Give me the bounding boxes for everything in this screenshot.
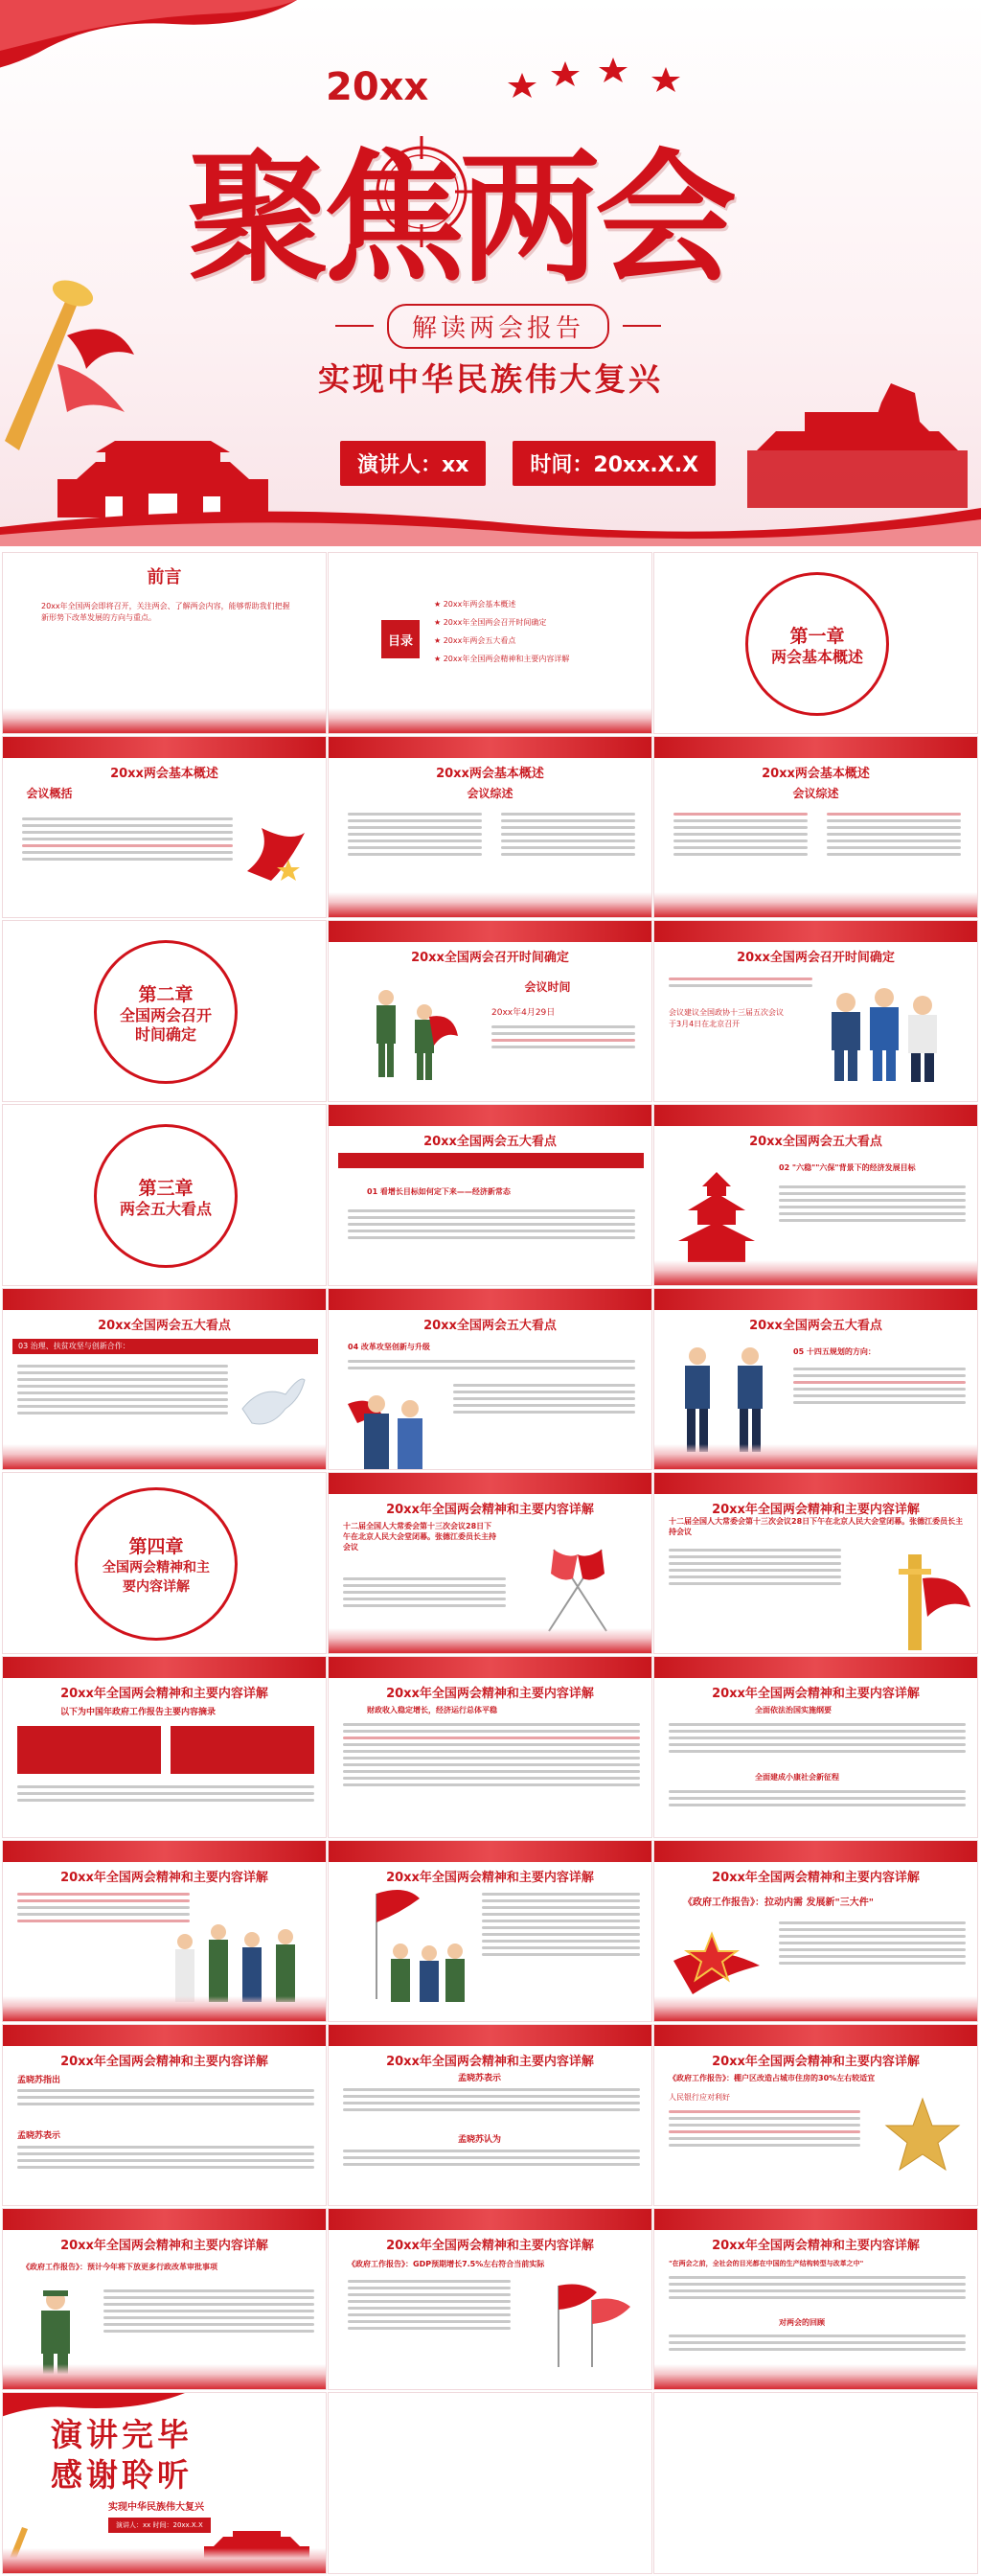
- chapter-ring: [75, 1487, 238, 1641]
- slide-detail-1[interactable]: [328, 1472, 652, 1654]
- slide-detail-2[interactable]: [653, 1472, 978, 1654]
- slide-highlights-1[interactable]: [328, 1104, 652, 1286]
- slide-time-1[interactable]: [328, 920, 652, 1102]
- slide-body: [17, 1889, 190, 1926]
- ribbon: [3, 1444, 326, 1469]
- slide-empty: [653, 2392, 978, 2574]
- banner: [654, 2209, 977, 2230]
- highlight-heading: 《政府工作报告》：棚户区改造占城市住房的30%左右较适宜: [669, 2074, 876, 2082]
- slide-title: 20xx两会基本概述: [762, 767, 870, 781]
- chapter-title: 两会五大看点: [119, 1199, 212, 1218]
- flag-star-icon: [242, 823, 309, 890]
- banner: [329, 1473, 651, 1494]
- ribbon: [3, 1996, 326, 2021]
- highlight-heading-2: 孟晓苏表示: [17, 2131, 61, 2141]
- stars-icon: [508, 58, 699, 105]
- cover-slide: [0, 0, 981, 546]
- slide-body: [793, 1364, 966, 1408]
- banner: [329, 1105, 651, 1126]
- slide-subtitle: 会议时间: [524, 980, 571, 994]
- slide-detail-5[interactable]: [653, 1656, 978, 1838]
- banner: [3, 2025, 326, 2046]
- slide-overview-3[interactable]: [653, 736, 978, 918]
- slide-title: 20xx年全国两会精神和主要内容详解: [60, 2239, 268, 2253]
- banner: [3, 2209, 326, 2230]
- slide-title: 20xx年全国两会精神和主要内容详解: [712, 1503, 920, 1517]
- slide-subtitle: 会议综述: [792, 787, 839, 800]
- ribbon: [654, 1996, 977, 2021]
- slide-overview-1[interactable]: [2, 736, 327, 918]
- slide-body: [501, 809, 635, 860]
- slide-title: 20xx年全国两会精神和主要内容详解: [386, 1503, 594, 1517]
- slide-body: [17, 2085, 314, 2109]
- slide-body: [343, 2084, 640, 2115]
- chapter-ring: [94, 940, 238, 1084]
- slide-body: [348, 809, 482, 860]
- chapter-title: 两会基本概述: [770, 647, 863, 666]
- toc-item[interactable]: ★ 20xx年两会五大看点: [434, 636, 516, 645]
- dove-icon: [233, 1366, 309, 1442]
- banner: [329, 1289, 651, 1310]
- slide-time-2[interactable]: [653, 920, 978, 1102]
- chapter-ring: [94, 1124, 238, 1268]
- highlight-heading-2: 全面建成小康社会新征程: [755, 1773, 839, 1782]
- cover-subtitle-group: [335, 307, 661, 345]
- red-wave: [0, 498, 981, 546]
- banner: [329, 2209, 651, 2230]
- chapter-number: 第三章: [138, 1177, 194, 1199]
- red-card: [171, 1726, 314, 1774]
- ribbon: [329, 892, 651, 917]
- toc-item[interactable]: ★ 20xx年全国两会召开时间确定: [434, 618, 547, 627]
- banner: [329, 737, 651, 758]
- slide-detail-8[interactable]: [653, 1840, 978, 2022]
- slide-title: 20xx年全国两会精神和主要内容详解: [386, 2239, 594, 2253]
- highlight-heading: 02 "六稳""六保"背景下的经济发展目标: [779, 1163, 916, 1172]
- guards-icon: [669, 1342, 784, 1457]
- slide-body: [17, 1361, 228, 1418]
- temple-icon: [673, 1172, 760, 1268]
- chapter-number: 第二章: [138, 983, 194, 1005]
- chapter-ring: [745, 572, 889, 716]
- cover-year: 20xx: [326, 65, 429, 109]
- banner: [654, 1841, 977, 1862]
- banner: [3, 1657, 326, 1678]
- slide-subtitle: 会议综述: [467, 787, 513, 800]
- slide-highlights-3[interactable]: [2, 1288, 327, 1470]
- slide-toc[interactable]: [328, 552, 652, 734]
- banner: [654, 1473, 977, 1494]
- flags-icon: [539, 2281, 635, 2367]
- monument-icon: [747, 383, 977, 508]
- highlight-heading: 《政府工作报告》：预计今年将下放更多行政改革审批事项: [22, 2263, 217, 2271]
- slide-body: [669, 1719, 966, 1757]
- slide-chapter-2[interactable]: [2, 920, 327, 1102]
- slide-detail-6[interactable]: [2, 1840, 327, 2022]
- crossed-flags-icon: [530, 1540, 626, 1636]
- divider: [335, 325, 374, 327]
- slide-title: 20xx年全国两会精神和主要内容详解: [712, 1687, 920, 1701]
- slide-body: [669, 2106, 860, 2150]
- slide-body: [827, 809, 961, 860]
- highlight-heading: 全面依法治国实施纲要: [755, 1706, 832, 1714]
- banner: [654, 921, 977, 942]
- ribbon: [654, 892, 977, 917]
- ribbon: [654, 1260, 977, 1285]
- slide-title: 前言: [147, 567, 182, 587]
- cover-info-row: [340, 441, 716, 486]
- slide-title: 20xx全国两会五大看点: [98, 1319, 231, 1333]
- slide-detail-11[interactable]: [653, 2024, 978, 2206]
- speaker-box: 演讲人：xx: [340, 441, 486, 486]
- chapter-title-line2: 时间确定: [134, 1024, 196, 1044]
- slide-body: [453, 1380, 635, 1417]
- slide-body: [779, 1182, 966, 1226]
- closing-line-1: 演讲完毕: [51, 2416, 193, 2453]
- slide-chapter-3[interactable]: [2, 1104, 327, 1286]
- flag-soldiers-icon: [348, 1884, 472, 2009]
- highlight-heading-2: 人民银行应对利好: [669, 2093, 730, 2102]
- closing-line-2: 感谢聆听: [51, 2456, 193, 2494]
- toc-badge: 目录: [381, 620, 420, 658]
- ribbon: [654, 2364, 977, 2389]
- slide-body: [669, 2272, 966, 2303]
- slide-title: 20xx年全国两会精神和主要内容详解: [60, 1687, 268, 1701]
- slide-subtitle: 会议概括: [26, 787, 73, 800]
- slide-detail-3[interactable]: [2, 1656, 327, 1838]
- slide-body: [348, 2276, 511, 2334]
- slide-title: 20xx两会基本概述: [110, 767, 218, 781]
- chapter-number: 第一章: [789, 625, 845, 647]
- highlight-heading: 《政府工作报告》：GDP预期增长7.5%左右符合当前实际: [348, 2260, 545, 2268]
- cover-title: 聚焦两会: [187, 134, 731, 301]
- chapter-title: 全国两会召开: [119, 1005, 212, 1024]
- slide-title: 20xx年全国两会精神和主要内容详解: [60, 1871, 268, 1885]
- slide-title: 20xx年全国两会精神和主要内容详解: [386, 1871, 594, 1885]
- slide-body: [343, 1574, 506, 1611]
- highlight-heading: 十二届全国人大常委会第十三次会议28日下午在北京人民大会堂闭幕。张德江委员长主持会议: [669, 1517, 964, 1536]
- meeting-date: 20xx年4月29日: [491, 1008, 556, 1018]
- slide-title: 20xx年全国两会精神和主要内容详解: [712, 2239, 920, 2253]
- toc-item[interactable]: ★ 20xx年两会基本概述: [434, 600, 516, 609]
- slide-body: [779, 1918, 966, 1968]
- slide-title: 20xx全国两会五大看点: [423, 1135, 557, 1149]
- slide-closing[interactable]: [2, 2392, 327, 2574]
- slide-title: 20xx全国两会召开时间确定: [411, 951, 569, 965]
- slide-title: 20xx全国两会召开时间确定: [737, 951, 895, 965]
- slide-body: [17, 2142, 314, 2173]
- slide-detail-7[interactable]: [328, 1840, 652, 2022]
- meeting-note: 会议建议全国政协十三届五次会议于3月4日在北京召开: [669, 1008, 784, 1028]
- banner: [329, 1657, 651, 1678]
- slide-empty: [328, 2392, 652, 2574]
- slide-body: [669, 1545, 841, 1589]
- slide-detail-14[interactable]: [653, 2208, 978, 2390]
- time-box: 时间：20xx.X.X: [513, 441, 716, 486]
- slide-chapter-1[interactable]: [653, 552, 978, 734]
- banner: [654, 1657, 977, 1678]
- highlight-heading: 以下为中国年政府工作报告主要内容摘录: [60, 1708, 217, 1717]
- slide-detail-9[interactable]: [2, 2024, 327, 2206]
- slide-body: [17, 1782, 314, 1806]
- closing-tagline: 实现中华民族伟大复兴: [108, 2502, 204, 2513]
- slide-body: [673, 809, 808, 860]
- slide-title: 20xx两会基本概述: [436, 767, 544, 781]
- banner: [654, 1105, 977, 1126]
- soldiers-icon: [166, 1913, 319, 2009]
- slide-title: 20xx年全国两会精神和主要内容详解: [386, 2055, 594, 2069]
- slide-detail-4[interactable]: [328, 1656, 652, 1838]
- slide-body: [669, 1786, 966, 1810]
- ribbon: [3, 708, 326, 733]
- gold-star-icon: [884, 2097, 961, 2174]
- slide-body: [348, 1356, 635, 1373]
- highlight-heading: 孟晓苏表示: [458, 2074, 502, 2083]
- slide-title: 20xx年全国两会精神和主要内容详解: [60, 2055, 268, 2069]
- chapter-number: 第四章: [128, 1535, 184, 1557]
- slide-body: 20xx年全国两会即将召开，关注两会、了解两会内容，能够帮助我们把握新形势下改革发展的方向与重点。: [41, 602, 290, 622]
- slide-chapter-4[interactable]: [2, 1472, 327, 1654]
- banner: [329, 1841, 651, 1862]
- ribbon: [3, 2548, 326, 2573]
- slide-highlights-4[interactable]: [328, 1288, 652, 1470]
- cover-subtitle: 解读两会报告: [387, 304, 609, 349]
- slide-body: [491, 1022, 635, 1052]
- banner: [654, 2025, 977, 2046]
- highlight-heading: 04 改革攻坚创新与升级: [348, 1343, 430, 1351]
- highlight-heading: 《政府工作报告》：拉动内需 发展新"三大件": [683, 1898, 874, 1908]
- slide-body: [669, 2331, 966, 2355]
- police-icon: [343, 1375, 439, 1470]
- slide-detail-12[interactable]: [2, 2208, 327, 2390]
- highlight-heading: 财政收入稳定增长，经济运行总体平稳: [367, 1706, 497, 1714]
- closing-info: 演讲人：xx 时间：20xx.X.X: [108, 2518, 211, 2533]
- slide-title: 20xx全国两会五大看点: [749, 1319, 882, 1333]
- red-card: [17, 1726, 161, 1774]
- slide-overview-2[interactable]: [328, 736, 652, 918]
- highlight-heading-2: 对两会的回顾: [779, 2318, 825, 2327]
- slide-body: [482, 1889, 640, 1960]
- highlight-bar: 03 治理、扶贫攻坚与创新合作：: [12, 1339, 318, 1354]
- slide-title: 20xx年全国两会精神和主要内容详解: [712, 1871, 920, 1885]
- ribbon: [3, 2364, 326, 2389]
- slide-body: [669, 974, 812, 991]
- slide-title: 20xx全国两会五大看点: [423, 1319, 557, 1333]
- ribbon: [329, 1628, 651, 1653]
- slide-body: [343, 2146, 640, 2170]
- slide-highlights-2[interactable]: [653, 1104, 978, 1286]
- soldiers-icon: [357, 978, 463, 1084]
- highlight-heading: "在两会之前，全社会的目光都在中国的生产结构转型与改革之中": [669, 2260, 864, 2267]
- officers-icon: [808, 978, 961, 1084]
- highlight-heading: 05 十四五规划的方向：: [793, 1347, 876, 1356]
- banner: [654, 1289, 977, 1310]
- bugle-icon: [0, 278, 144, 460]
- banner: [3, 737, 326, 758]
- banner: [3, 1289, 326, 1310]
- slide-detail-10[interactable]: [328, 2024, 652, 2206]
- highlight-heading: 01 看增长目标如何定下来——经济新常态: [367, 1187, 511, 1196]
- slide-title: 20xx年全国两会精神和主要内容详解: [386, 1687, 594, 1701]
- banner: [3, 1841, 326, 1862]
- pillar-icon: [875, 1540, 970, 1654]
- slide-detail-13[interactable]: [328, 2208, 652, 2390]
- star-ribbon-icon: [673, 1922, 760, 1999]
- cover-tagline: 实现中华民族伟大复兴: [318, 360, 663, 398]
- slide-highlights-5[interactable]: [653, 1288, 978, 1470]
- banner: [329, 2025, 651, 2046]
- banner: [329, 921, 651, 942]
- slide-body: [343, 1719, 640, 1790]
- chapter-title: 全国两会精神和主: [103, 1559, 210, 1576]
- slide-preface[interactable]: [2, 552, 327, 734]
- slide-title: 20xx全国两会五大看点: [749, 1135, 882, 1149]
- highlight-heading: 十二届全国人大常委会第十三次会议28日下午在北京人民大会堂闭幕。张德江委员长主持会议: [343, 1522, 496, 1552]
- ribbon: [329, 708, 651, 733]
- divider: [623, 325, 661, 327]
- highlight-heading: 孟晓苏指出: [17, 2076, 61, 2085]
- ribbon: [654, 1444, 977, 1469]
- highlight-bar: [338, 1153, 644, 1168]
- red-flag-icon: [0, 0, 326, 77]
- slide-body: [22, 814, 233, 864]
- slide-body: [348, 1206, 635, 1243]
- slide-body: [103, 2286, 314, 2336]
- chapter-title-line2: 要内容详解: [123, 1578, 190, 1595]
- banner: [654, 737, 977, 758]
- slide-title: 20xx年全国两会精神和主要内容详解: [712, 2055, 920, 2069]
- target-icon: [369, 134, 474, 249]
- toc-item[interactable]: ★ 20xx年全国两会精神和主要内容详解: [434, 655, 570, 663]
- highlight-heading-2: 孟晓苏认为: [458, 2135, 502, 2145]
- toc-list: [434, 591, 635, 672]
